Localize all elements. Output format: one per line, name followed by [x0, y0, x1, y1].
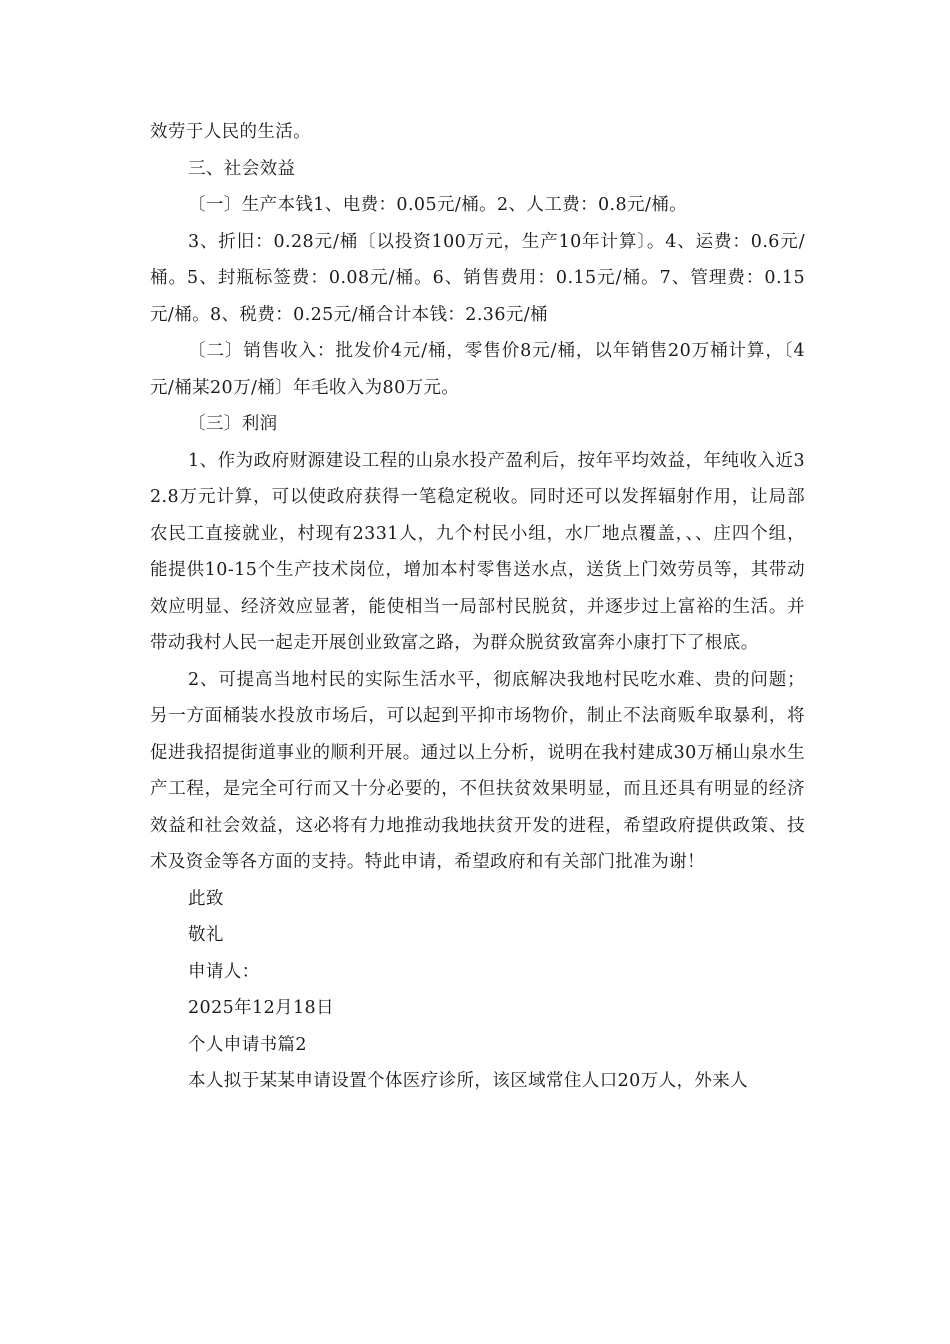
paragraph-cost-items: 3、折旧：0.28元/桶〔以投资100万元，生产10年计算〕。4、运费：0.6元/桶。5、封瓶标签费：0.08元/桶。6、销售费用：0.15元/桶。7、管理费：0.15元/桶。8、税费：0.25元/桶合计本钱：2.36元/桶 [150, 231, 805, 325]
next-article-title: 个人申请书篇2 [188, 1034, 307, 1055]
section-heading-profit: 〔三〕利润 [188, 414, 278, 434]
paragraph-profit-2: 2、可提高当地村民的实际生活水平，彻底解决我地村民吃水难、贵的问题；另一方面桶装水投放市场后，可以起到平抑市场物价，制止不法商贩牟取暴利，将促进我招提街道事业的顺利开展。通过以上分析，说明在我村建成30万桶山泉水生产工程，是完全可行而又十分必要的，不但扶贫效果明显，而且还具有明显的经济效益和社会效益，这必将有力地推动我地扶贫开发的进程，希望政府提供政策、技术及资金等各方面的支持。特此申请，希望政府和有关部门批准为谢！ [150, 669, 805, 872]
applicant-label: 申请人： [188, 961, 260, 982]
paragraph-profit-1: 1、作为政府财源建设工程的山泉水投产盈利后，按年平均效益，年纯收入近32.8万元计算，可以使政府获得一笔稳定税收。同时还可以发挥辐射作用，让局部农民工直接就业，村现有2331人，九个村民小组，水厂地点覆盖，、、庄四个组，能提供10-15个生产技术岗位，增加本村零售送水点，送货上门效劳员等，其带动效应明显、经济效应显著，能使相当一局部村民脱贫，并逐步过上富裕的生活。并带动我村人民一起走开展创业致富之路，为群众脱贫致富奔小康打下了根底。 [150, 450, 805, 653]
paragraph-production-cost: 〔一〕生产本钱1、电费：0.05元/桶。2、人工费：0.8元/桶。 [188, 195, 688, 215]
paragraph-continuation: 效劳于人民的生活。 [150, 122, 312, 142]
section-heading-social-benefit: 三、社会效益 [188, 158, 296, 179]
application-date: 2025年12月18日 [188, 998, 334, 1018]
paragraph-sales-income: 〔二〕销售收入：批发价4元/桶，零售价8元/桶，以年销售20万桶计算，〔4元/桶某20万/桶〕年毛收入为80万元。 [150, 341, 805, 398]
closing-regards: 敬礼 [188, 925, 224, 945]
paragraph-next-article-opening: 本人拟于某某申请设置个体医疗诊所，该区域常住人口20万人，外来人 [188, 1071, 749, 1091]
document-body [150, 114, 805, 1100]
closing-salutation: 此致 [188, 888, 224, 909]
